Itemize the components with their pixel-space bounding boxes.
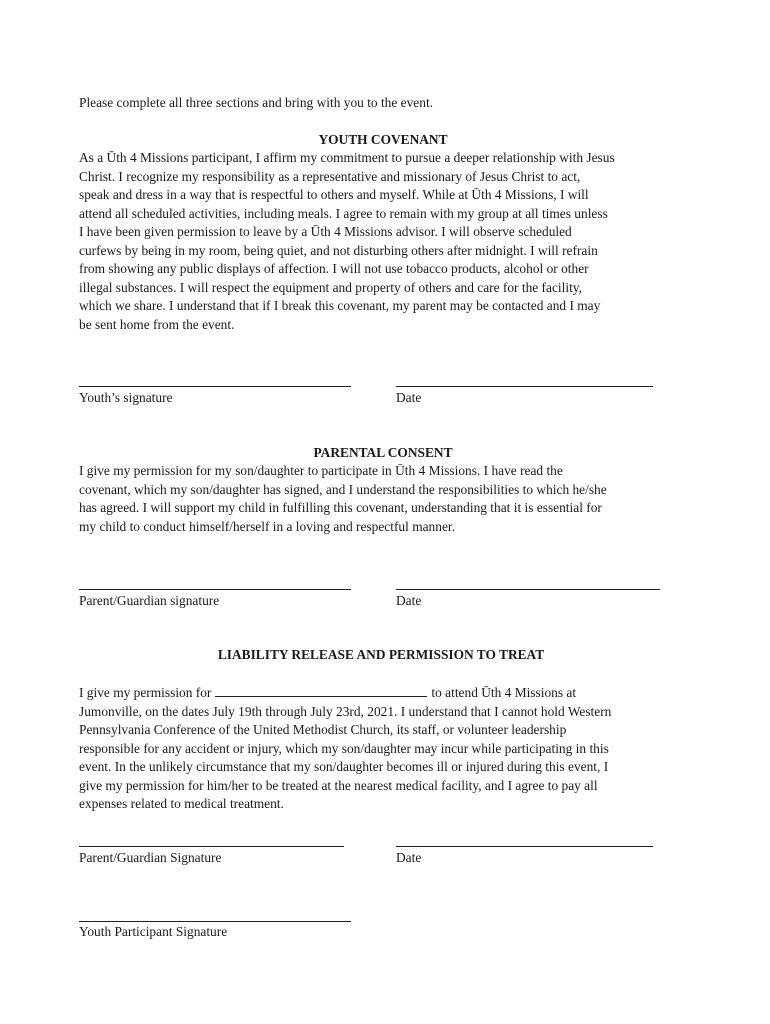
liability-first-line: [79, 683, 699, 703]
youth-signature-label: Youth’s signature: [79, 390, 173, 405]
liability-parent-signature-line[interactable]: [79, 846, 344, 847]
youth-covenant-line: Christ. I recognize my responsibility as a representative and missionary of Jesus Christ to act,: [79, 168, 581, 184]
liability-date-label: Date: [396, 850, 422, 865]
youth-covenant-line: which we share. I understand that if I break this covenant, my parent may be contacted and I may: [79, 298, 601, 313]
youth-participant-signature-label: Youth Participant Signature: [79, 924, 228, 939]
parent-date-label: Date: [396, 593, 422, 608]
parental-consent-heading: PARENTAL CONSENT: [313, 445, 453, 460]
youth-covenant-line: attend all scheduled activities, including meals. I agree to remain with my group at all times unless: [79, 205, 608, 221]
youth-covenant-line: from showing any public displays of affection. I will not use tobacco products, alcohol or other: [79, 261, 589, 276]
youth-covenant-line: illegal substances. I will respect the equipment and property of others and care for the facility,: [79, 279, 582, 295]
parental-consent-line: I give my permission for my son/daughter to participate in Ūth 4 Missions. I have read the: [79, 463, 563, 478]
youth-date-label: Date: [396, 390, 422, 405]
youth-signature-line[interactable]: [79, 386, 351, 387]
youth-covenant-line: speak and dress in a way that is respectful to others and myself. While at Ūth 4 Missions, I will: [79, 187, 589, 202]
liability-date-line[interactable]: [396, 846, 653, 847]
parent-date-line[interactable]: [396, 589, 660, 590]
parental-consent-line: my child to conduct himself/herself in a loving and respectful manner.: [79, 518, 455, 534]
liability-release-body: [79, 683, 699, 814]
parental-consent-body: [79, 462, 699, 536]
youth-covenant-line: I have been given permission to leave by a Ūth 4 Missions advisor. I will observe scheduled: [79, 224, 572, 239]
intro-text: Please complete all three sections and bring with you to the event.: [79, 95, 434, 110]
parental-consent-line: covenant, which my son/daughter has signed, and I understand the responsibilities to which he/she: [79, 481, 607, 497]
youth-covenant-line: be sent home from the event.: [79, 316, 235, 332]
youth-covenant-line: curfews by being in my room, being quiet, and not disturbing others after midnight. I will refrain: [79, 242, 598, 258]
youth-participant-signature-line[interactable]: [79, 921, 351, 922]
liability-release-line: expenses related to medical treatment.: [79, 796, 284, 811]
liability-release-line: Pennsylvania Conference of the United Methodist Church, its staff, or volunteer leadership: [79, 722, 567, 737]
liability-release-line: responsible for any accident or injury, which my son/daughter may incur while participating in this: [79, 740, 609, 756]
liability-first-line-start: I give my permission for: [79, 685, 212, 700]
liability-release-heading: LIABILITY RELEASE AND PERMISSION TO TREAT: [217, 647, 545, 662]
youth-covenant-heading: YOUTH COVENANT: [318, 132, 448, 147]
liability-parent-signature-label: Parent/Guardian Signature: [79, 850, 222, 865]
parental-consent-line: has agreed. I will support my child in fulfilling this covenant, understanding that it is essential for: [79, 500, 602, 515]
liability-release-line: give my permission for him/her to be treated at the nearest medical facility, and I agree to pay all: [79, 777, 598, 793]
parent-signature-line[interactable]: [79, 589, 351, 590]
youth-covenant-body: [79, 149, 699, 334]
youth-date-line[interactable]: [396, 386, 653, 387]
youth-covenant-line: As a Ūth 4 Missions participant, I affirm my commitment to pursue a deeper relationship with Jesus: [79, 150, 615, 165]
liability-first-line-end: to attend Ūth 4 Missions at: [431, 685, 577, 700]
parent-signature-label: Parent/Guardian signature: [79, 593, 220, 608]
liability-release-line: Jumonville, on the dates July 19th through July 23rd, 2021. I understand that I cannot hold Western: [79, 703, 612, 719]
liability-release-line: event. In the unlikely circumstance that my son/daughter becomes ill or injured during this event, I: [79, 759, 609, 774]
participant-name-blank[interactable]: [215, 683, 427, 697]
